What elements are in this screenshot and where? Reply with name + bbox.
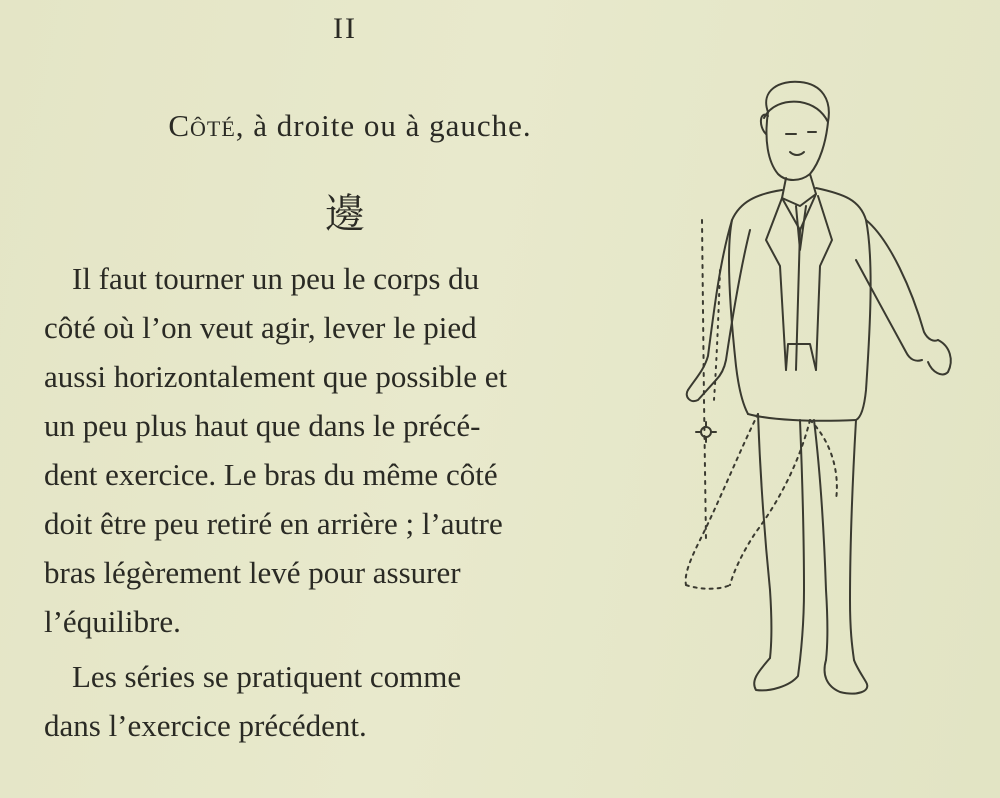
paragraph-series	[44, 652, 648, 750]
paragraph-line: bras légèrement levé pour assurer	[44, 555, 461, 590]
paragraph-line: aussi horizontalement que possible et	[44, 359, 508, 394]
section-number: II	[333, 12, 357, 45]
heading-rest: , à droite ou à gauche.	[235, 108, 532, 143]
paragraph-line: un peu plus haut que dans le précé-	[44, 408, 481, 443]
exercise-heading	[60, 108, 640, 144]
man-figure-illustration	[660, 70, 970, 710]
paragraph-line: dent exercice. Le bras du même côté	[44, 457, 498, 492]
paragraph-line: dans l’exercice précédent.	[44, 708, 367, 743]
paragraph-instructions	[44, 254, 648, 646]
paragraph-line: Les séries se pratiquent comme	[72, 659, 462, 694]
kanji-character: 邊	[325, 191, 365, 237]
heading-smallcaps: Côté	[168, 108, 236, 143]
paragraph-line: côté où l’on veut agir, lever le pied	[44, 310, 477, 345]
paragraph-line: l’équilibre.	[44, 604, 181, 639]
paragraph-line: Il faut tourner un peu le corps du	[72, 261, 480, 296]
paragraph-line: doit être peu retiré en arrière ; l’autre	[44, 506, 503, 541]
